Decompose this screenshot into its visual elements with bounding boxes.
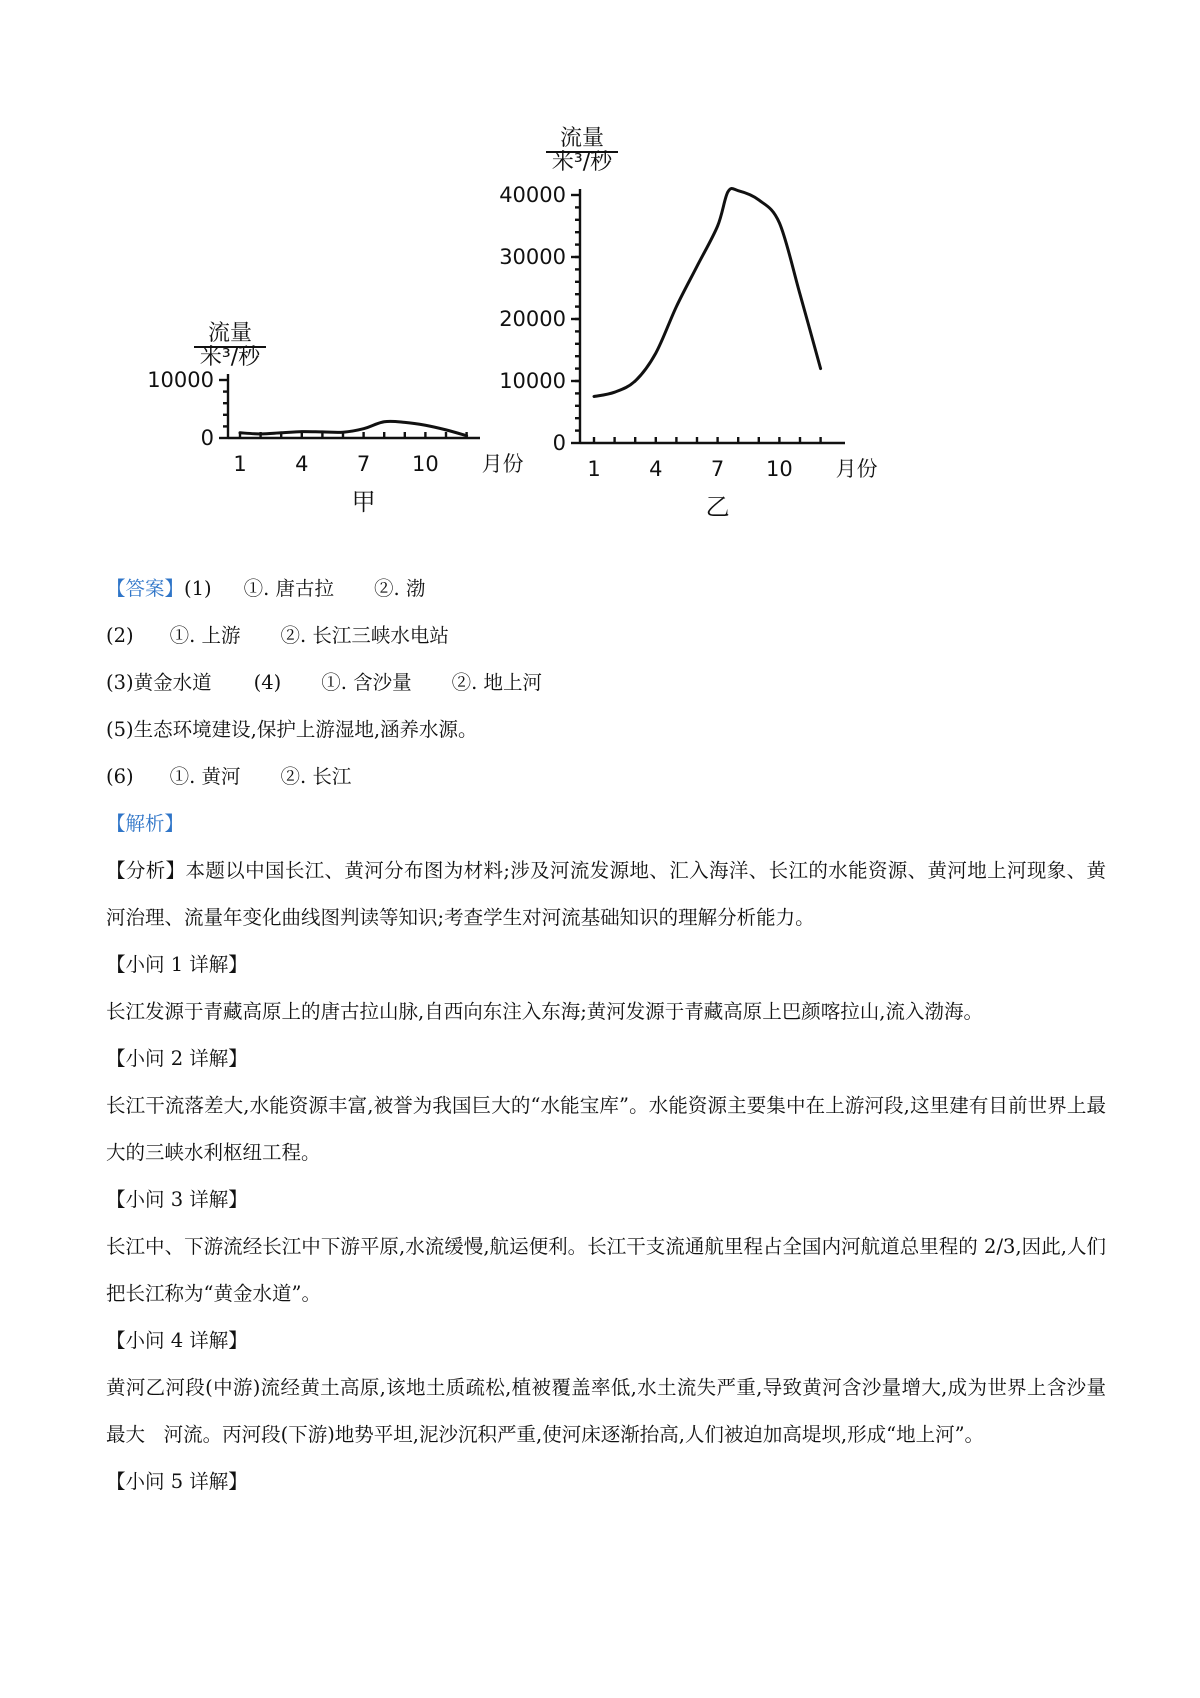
yi-x-tick-label: 10: [766, 457, 793, 481]
flow-chart-yi: [500, 125, 960, 565]
section-1-title: 【小问 1 详解】: [106, 953, 248, 976]
section-4-title: 【小问 4 详解】: [106, 1329, 248, 1352]
yi-y-tick-label: 40000: [499, 183, 566, 207]
section-2-title: 【小问 2 详解】: [106, 1047, 248, 1070]
answer-line-5: (5)生态环境建设,保护上游湿地,涵养水源。: [106, 718, 478, 741]
section-2-text: 长江干流落差大,水能资源丰富,被誉为我国巨大的“水能宝库”。水能资源主要集中在上游河段,这里建有目前世界上最大的三峡水利枢纽工程。: [106, 1094, 1106, 1164]
section-5-title: 【小问 5 详解】: [106, 1470, 248, 1493]
yi-y-tick-label: 10000: [499, 369, 566, 393]
yi-unit-top: 流量: [559, 126, 605, 151]
yi-unit-bottom: 米³/秒: [551, 150, 613, 175]
yi-name: 乙: [705, 493, 730, 521]
section-3-title: 【小问 3 详解】: [106, 1188, 248, 1211]
yi-x-tick-label: 7: [710, 457, 725, 481]
jia-unit-bottom: 米³/秒: [199, 345, 261, 370]
yi-y-tick-label: 30000: [499, 245, 566, 269]
answer-line-2: (2) ①. 上游 ②. 长江三峡水电站: [106, 624, 449, 647]
analysis-label: 【解析】: [106, 812, 185, 835]
jia-x-tick-label: 4: [295, 452, 309, 476]
yi-y-tick-label: 20000: [499, 307, 566, 331]
jia-y-tick-label: 0: [200, 426, 214, 450]
yi-series-line: [594, 189, 821, 397]
jia-x-tick-label: 7: [356, 452, 371, 476]
jia-unit-top: 流量: [207, 321, 253, 346]
yi-x-label: 月份: [835, 457, 878, 481]
jia-x-label: 月份: [481, 452, 524, 476]
jia-x-tick-label: 10: [412, 452, 439, 476]
answer-content: [106, 565, 1106, 1505]
analysis-intro: 【分析】本题以中国长江、黄河分布图为材料;涉及河流发源地、汇入海洋、长江的水能资源、黄河地上河现象、黄河治理、流量年变化曲线图判读等知识;考查学生对河流基础知识的理解分析能力。: [106, 859, 1106, 929]
jia-x-tick-label: 1: [233, 452, 247, 476]
section-4-text: 黄河乙河段(中游)流经黄土高原,该地土质疏松,植被覆盖率低,水土流失严重,导致黄河含沙量增大,成为世界上含沙量最大 河流。丙河段(下游)地势平坦,泥沙沉积严重,使河床逐渐抬高,人们被迫加高堤坝,形成“地上河”。: [106, 1376, 1106, 1446]
yi-x-tick-label: 1: [587, 457, 601, 481]
section-1-text: 长江发源于青藏高原上的唐古拉山脉,自西向东注入东海;黄河发源于青藏高原上巴颜喀拉山,流入渤海。: [106, 1000, 983, 1023]
jia-y-tick-label: 10000: [147, 368, 214, 392]
yi-y-tick-label: 0: [552, 431, 566, 455]
section-3-text: 长江中、下游流经长江中下游平原,水流缓慢,航运便利。长江干支流通航里程占全国内河航道总里程的 2/3,因此,人们把长江称为“黄金水道”。: [106, 1235, 1106, 1305]
answer-line-6: (6) ①. 黄河 ②. 长江: [106, 765, 352, 788]
answer-line-1: 【答案】(1) ①. 唐古拉 ②. 渤: [106, 577, 426, 600]
answer-label: 【答案】: [106, 577, 185, 600]
yi-x-tick-label: 4: [649, 457, 663, 481]
answer-line-3: (3)黄金水道 (4) ①. 含沙量 ②. 地上河: [106, 671, 543, 694]
jia-name: 甲: [351, 488, 376, 516]
jia-series-line: [240, 421, 467, 435]
